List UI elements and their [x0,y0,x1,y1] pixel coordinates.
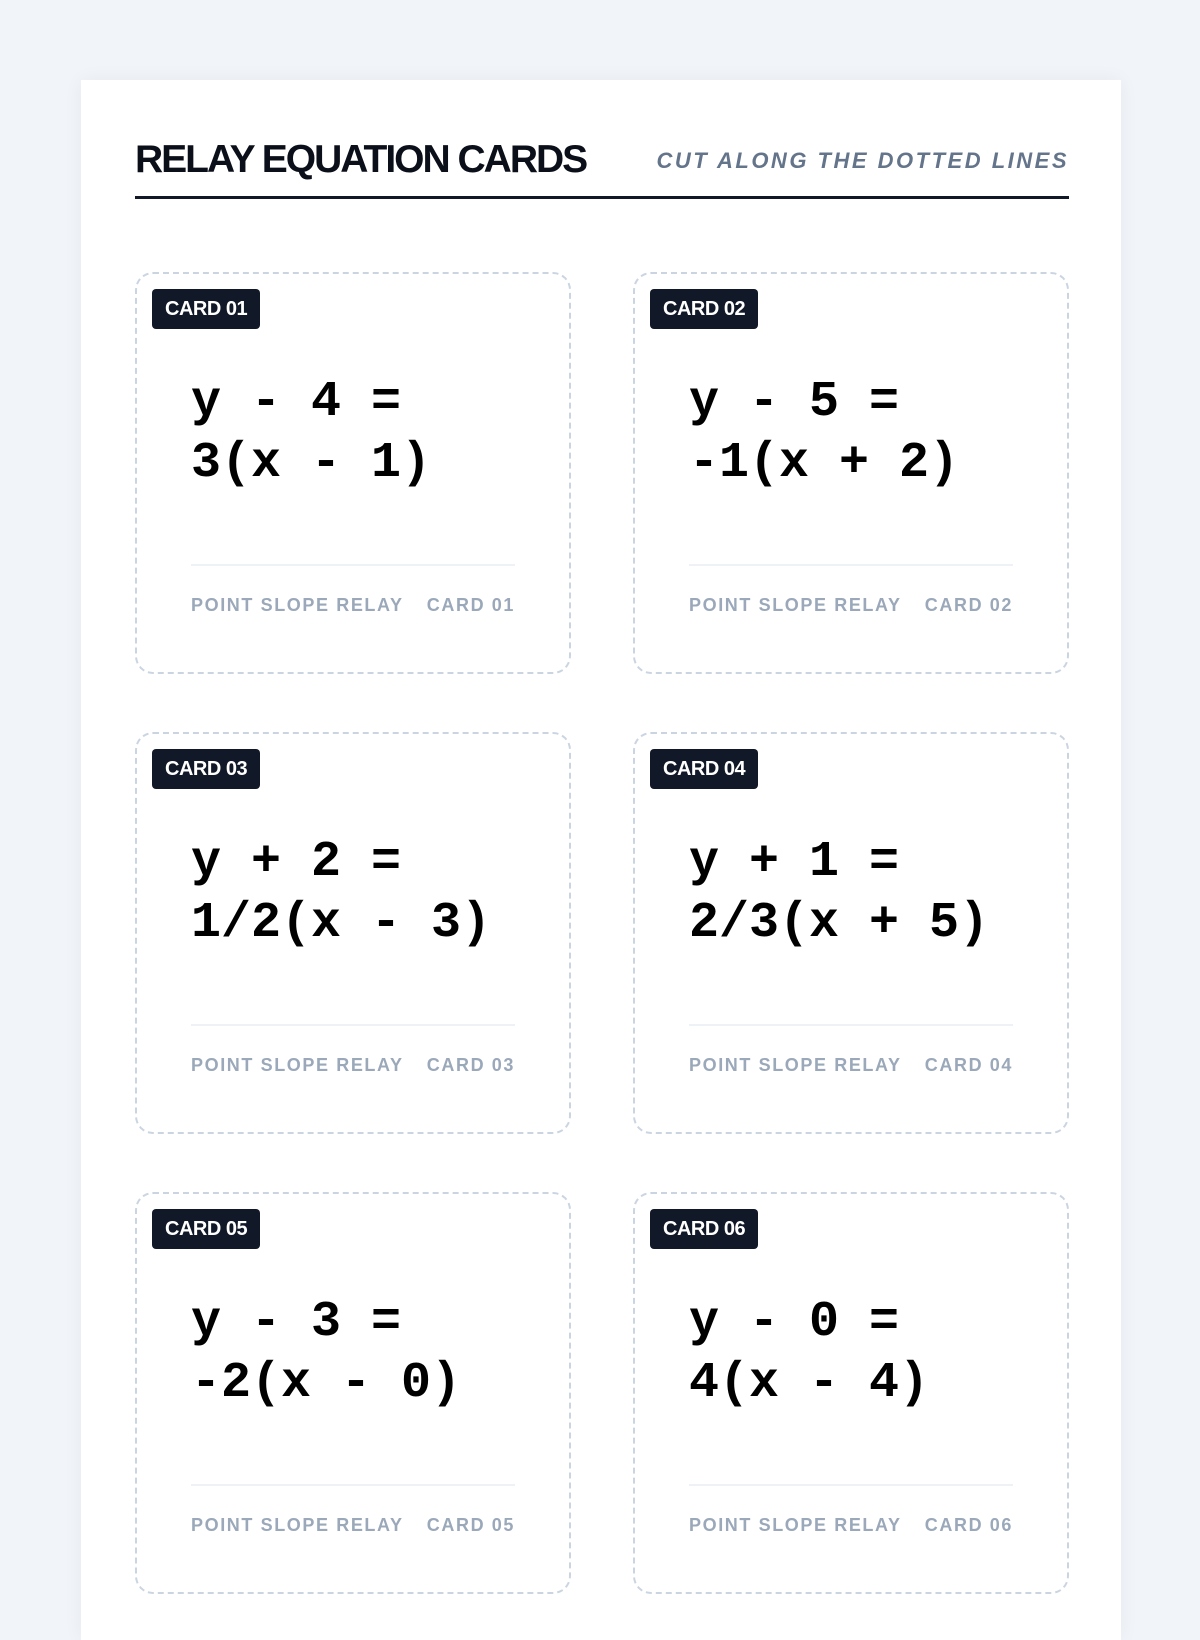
card-footer [689,564,1013,622]
equation-card-03 [135,732,571,1134]
card-equation [191,1292,561,1414]
equation-card-02 [633,272,1069,674]
card-footer-label: POINT SLOPE RELAY [191,1055,404,1075]
card-footer-number: CARD 01 [426,595,515,615]
equation-card-05 [135,1192,571,1594]
card-footer-label: POINT SLOPE RELAY [689,1515,902,1535]
card-badge: CARD 02 [650,289,758,329]
worksheet-header [135,136,1069,199]
card-footer [191,564,515,622]
equation-line-1: y - 3 = [191,1294,402,1351]
equation-line-2: -2(x - 0) [191,1355,462,1412]
card-equation [689,832,1059,954]
card-footer-label: POINT SLOPE RELAY [191,1515,404,1535]
equation-line-2: 1/2(x - 3) [191,895,492,952]
equation-line-2: 3(x - 1) [191,435,432,492]
equation-line-1: y - 4 = [191,374,402,431]
card-footer [191,1024,515,1082]
equation-line-1: y + 1 = [689,834,900,891]
card-equation [191,832,561,954]
equation-card-01 [135,272,571,674]
card-equation [689,372,1059,494]
card-footer-label: POINT SLOPE RELAY [689,595,902,615]
card-footer [689,1484,1013,1542]
equation-line-2: 4(x - 4) [689,1355,930,1412]
card-footer-number: CARD 06 [924,1515,1013,1535]
card-badge: CARD 06 [650,1209,758,1249]
worksheet-page [81,80,1121,1640]
card-badge: CARD 01 [152,289,260,329]
page-title: RELAY EQUATION CARDS [135,138,587,181]
card-badge: CARD 04 [650,749,758,789]
equation-card-04 [633,732,1069,1134]
equation-line-1: y + 2 = [191,834,402,891]
equation-line-1: y - 5 = [689,374,900,431]
card-badge: CARD 03 [152,749,260,789]
card-footer [191,1484,515,1542]
equation-card-06 [633,1192,1069,1594]
equation-line-2: 2/3(x + 5) [689,895,990,952]
card-footer-number: CARD 05 [426,1515,515,1535]
card-footer-number: CARD 02 [924,595,1013,615]
cut-instruction: CUT ALONG THE DOTTED LINES [656,148,1069,173]
card-footer-number: CARD 03 [426,1055,515,1075]
equation-line-2: -1(x + 2) [689,435,960,492]
card-footer-label: POINT SLOPE RELAY [689,1055,902,1075]
card-footer-number: CARD 04 [924,1055,1013,1075]
equation-line-1: y - 0 = [689,1294,900,1351]
card-footer [689,1024,1013,1082]
card-footer-label: POINT SLOPE RELAY [191,595,404,615]
card-badge: CARD 05 [152,1209,260,1249]
card-equation [689,1292,1059,1414]
card-equation [191,372,561,494]
